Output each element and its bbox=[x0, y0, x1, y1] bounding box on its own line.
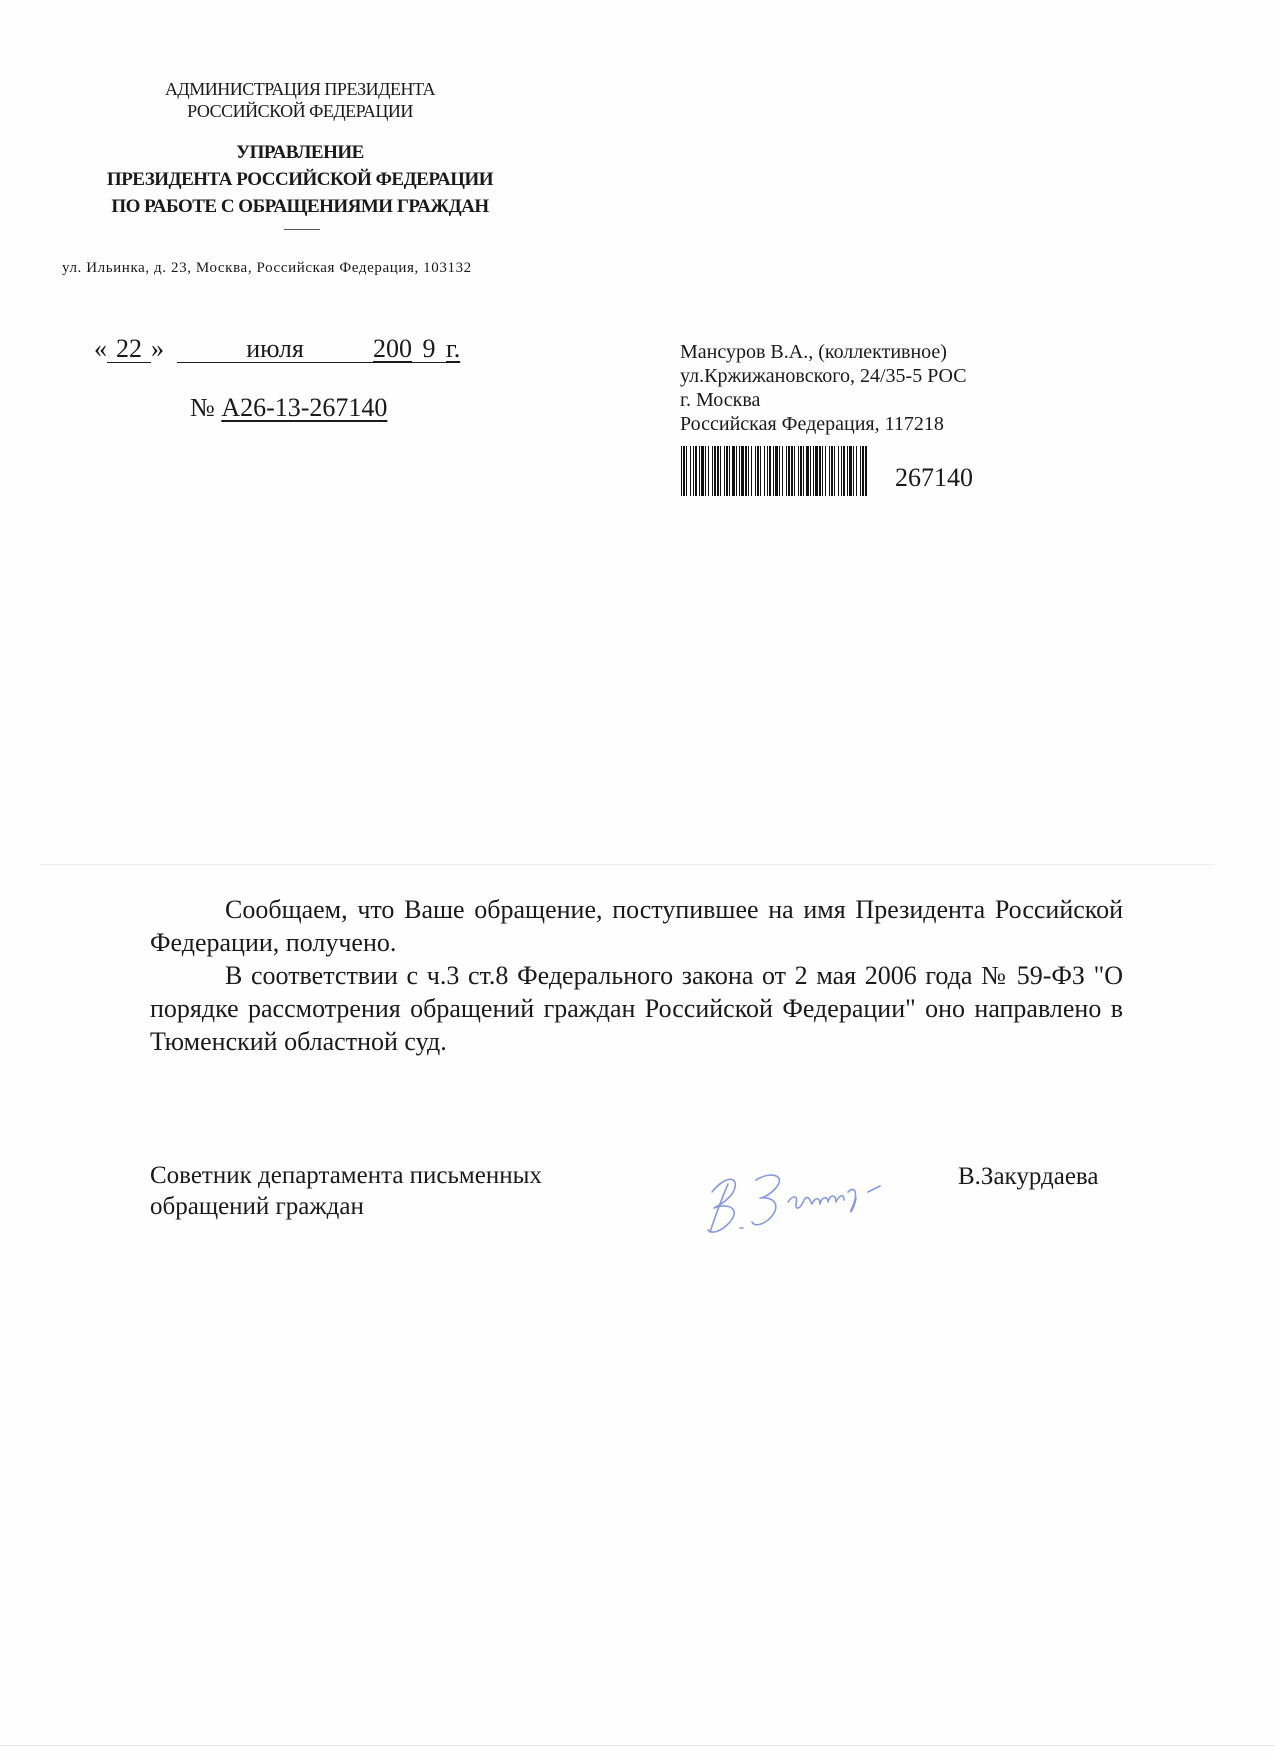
barcode-bar bbox=[681, 446, 682, 496]
recipient-line1: Мансуров В.А., (коллективное) bbox=[680, 341, 947, 363]
barcode-bar bbox=[695, 446, 697, 496]
barcode-bar bbox=[849, 446, 852, 496]
barcode-bar bbox=[810, 446, 811, 496]
signer-title-line2: обращений граждан bbox=[150, 1193, 364, 1220]
recipient-line3: г. Москва bbox=[680, 389, 761, 411]
barcode-bar bbox=[720, 446, 721, 496]
header-divider bbox=[284, 229, 320, 230]
barcode-icon bbox=[680, 446, 870, 496]
barcode-bar bbox=[838, 446, 839, 496]
header-administration bbox=[55, 78, 545, 122]
barcode-bar bbox=[693, 446, 694, 496]
barcode-bar bbox=[829, 446, 830, 496]
date-day: 22 bbox=[107, 336, 151, 363]
barcode-bar bbox=[751, 446, 752, 496]
barcode-bar bbox=[736, 446, 737, 496]
date-close-quote: » bbox=[151, 334, 164, 363]
header-dept-line2: ПРЕЗИДЕНТА РОССИЙСКОЙ ФЕДЕРАЦИИ bbox=[106, 169, 494, 190]
date-open-quote: « bbox=[94, 334, 107, 363]
barcode-bar bbox=[683, 446, 685, 496]
paper-fold-line bbox=[40, 864, 1215, 865]
barcode-bar bbox=[757, 446, 759, 496]
barcode-bar bbox=[834, 446, 835, 496]
recipient-line2: ул.Кржижановского, 24/35-5 РОС bbox=[680, 365, 967, 387]
handwritten-signature-icon bbox=[682, 1150, 927, 1238]
barcode-bar bbox=[764, 446, 765, 496]
barcode-number: 267140 bbox=[895, 463, 973, 492]
document-number-value: А26-13-267140 bbox=[221, 393, 388, 422]
barcode-bar bbox=[767, 446, 768, 496]
barcode-bar bbox=[841, 446, 842, 496]
barcode-bar bbox=[862, 446, 864, 496]
barcode-bar bbox=[825, 446, 826, 496]
barcode-bar bbox=[705, 446, 706, 496]
body-paragraph: Сообщаем, что Ваше обращение, поступившее на имя Президента Российской Федерации, получено. bbox=[150, 895, 1123, 957]
barcode-bar bbox=[782, 446, 783, 496]
barcode-bar bbox=[717, 446, 719, 496]
barcode-bar bbox=[739, 446, 740, 496]
barcode-bar bbox=[755, 446, 756, 496]
barcode-bar bbox=[714, 446, 716, 496]
date-suffix: г. bbox=[446, 334, 461, 363]
document-number bbox=[190, 393, 387, 423]
barcode-bar bbox=[865, 446, 867, 496]
barcode-bar bbox=[779, 446, 780, 496]
letter-body bbox=[150, 893, 1123, 1058]
barcode-bar bbox=[822, 446, 823, 496]
barcode-bar bbox=[748, 446, 749, 496]
barcode-bar bbox=[701, 446, 704, 496]
barcode-bar bbox=[699, 446, 700, 496]
barcode-bar bbox=[745, 446, 747, 496]
date-month: июля bbox=[177, 336, 373, 363]
barcode-bar bbox=[791, 446, 793, 496]
header-dept-line3: ПО РАБОТЕ С ОБРАЩЕНИЯМИ ГРАЖДАН bbox=[111, 196, 489, 217]
recipient-block bbox=[680, 340, 967, 436]
barcode-bar bbox=[786, 446, 787, 496]
barcode-bar bbox=[806, 446, 809, 496]
barcode-bar bbox=[769, 446, 771, 496]
barcode-bar bbox=[775, 446, 778, 496]
signer-title bbox=[150, 1160, 650, 1222]
body-paragraph: В соответствии с ч.3 ст.8 Федерального закона от 2 мая 2006 года № 59-ФЗ "О порядке рассмотрения обращений граждан Российской Федерации" оно направлено в Тюменский областной суд. bbox=[150, 961, 1123, 1056]
header-dept-line1: УПРАВЛЕНИЕ bbox=[236, 142, 364, 163]
date-year-prefix: 200 bbox=[373, 334, 412, 363]
barcode-bar bbox=[800, 446, 802, 496]
barcode-bar bbox=[773, 446, 774, 496]
barcode-bar bbox=[741, 446, 744, 496]
header-department bbox=[55, 139, 545, 220]
barcode-bar bbox=[788, 446, 790, 496]
document-number-prefix: № bbox=[190, 393, 215, 422]
barcode-bar bbox=[724, 446, 725, 496]
signer-name: В.Закурдаева bbox=[958, 1163, 1099, 1190]
barcode-bar bbox=[853, 446, 854, 496]
barcode-bar bbox=[813, 446, 814, 496]
barcode-bar bbox=[856, 446, 857, 496]
barcode-bar bbox=[815, 446, 818, 496]
sender-address: ул. Ильинка, д. 23, Москва, Российская Федерация, 103132 bbox=[62, 260, 472, 276]
barcode-bar bbox=[843, 446, 845, 496]
barcode-bar bbox=[798, 446, 799, 496]
page-bottom-edge bbox=[0, 1745, 1275, 1746]
barcode-bar bbox=[803, 446, 804, 496]
signer-title-line1: Советник департамента письменных bbox=[150, 1162, 542, 1189]
date-line bbox=[94, 334, 460, 364]
barcode-bar bbox=[860, 446, 861, 496]
barcode-bar bbox=[819, 446, 821, 496]
barcode-bar bbox=[708, 446, 709, 496]
recipient-line4: Российская Федерация, 117218 bbox=[680, 413, 944, 435]
barcode-bar bbox=[712, 446, 713, 496]
barcode-bar bbox=[760, 446, 761, 496]
header-admin-line2: РОССИЙСКОЙ ФЕДЕРАЦИИ bbox=[187, 101, 413, 121]
header-admin-line1: АДМИНИСТРАЦИЯ ПРЕЗИДЕНТА bbox=[164, 79, 436, 99]
barcode-bar bbox=[726, 446, 728, 496]
barcode-bar bbox=[690, 446, 691, 496]
date-year-digit: 9 bbox=[412, 336, 446, 363]
barcode-bar bbox=[847, 446, 848, 496]
barcode-bar bbox=[831, 446, 833, 496]
barcode-bar bbox=[794, 446, 795, 496]
barcode-bar bbox=[732, 446, 735, 496]
barcode-bar bbox=[729, 446, 730, 496]
barcode-bar bbox=[686, 446, 687, 496]
